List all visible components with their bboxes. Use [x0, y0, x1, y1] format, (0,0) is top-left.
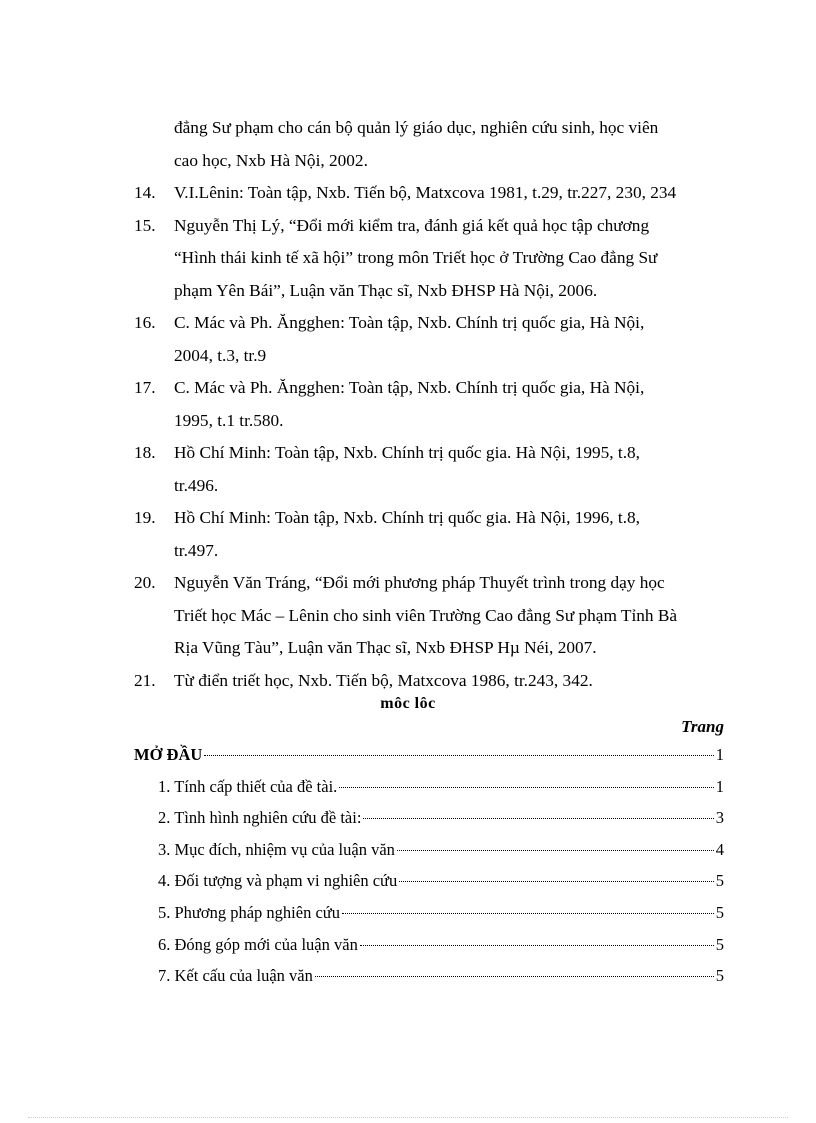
reference-number: 19. — [134, 508, 156, 527]
reference-text: Hồ Chí Minh: Toàn tập, Nxb. Chính trị quốc gia. Hà Nội, 1995, t.8, — [174, 443, 640, 462]
reference-continuation-line — [134, 470, 724, 503]
page-bottom-divider — [28, 1117, 788, 1118]
toc-entry-1[interactable] — [134, 777, 724, 809]
table-of-contents — [134, 745, 724, 998]
reference-item-15 — [134, 210, 724, 243]
toc-entry-2[interactable] — [134, 808, 724, 840]
toc-dot-leader — [204, 755, 713, 756]
toc-entry-page: 5 — [715, 902, 724, 922]
toc-entry-page: 5 — [715, 934, 724, 954]
toc-entry-page: 5 — [715, 871, 724, 891]
toc-entry-3[interactable] — [134, 840, 724, 872]
reference-text: 1995, t.1 tr.580. — [174, 410, 284, 430]
reference-item-17 — [134, 372, 724, 405]
toc-dot-leader — [342, 913, 714, 914]
toc-entry-label: 5. Phương pháp nghiên cứu — [158, 902, 340, 922]
reference-number: 16. — [134, 313, 156, 332]
reference-list — [134, 112, 724, 697]
reference-continuation-line — [134, 405, 724, 438]
reference-text: Từ điển triết học, Nxb. Tiến bộ, Matxcova 1986, tr.243, 342. — [174, 670, 593, 690]
reference-text: Rịa Vũng Tàu”, Luận văn Thạc sĩ, Nxb ĐHSP Hµ Néi, 2007. — [174, 638, 597, 657]
reference-continuation-line — [134, 340, 724, 373]
reference-text: C. Mác và Ph. Ăngghen: Toàn tập, Nxb. Chính trị quốc gia, Hà Nội, — [174, 313, 645, 332]
reference-continuation-line — [134, 112, 724, 145]
reference-continuation-line — [134, 242, 724, 275]
reference-item-19 — [134, 502, 724, 535]
reference-continuation-line — [134, 535, 724, 568]
toc-dot-leader — [339, 787, 713, 788]
reference-number: 17. — [134, 378, 156, 397]
reference-item-16 — [134, 307, 724, 340]
toc-dot-leader — [315, 976, 714, 977]
reference-text: V.I.Lênin: Toàn tập, Nxb. Tiến bộ, Matxcova 1981, t.29, tr.227, 230, 234 — [174, 183, 677, 202]
reference-number: 15. — [134, 215, 156, 235]
reference-text: Nguyễn Văn Tráng, “Đổi mới phương pháp Thuyết trình trong dạy học — [174, 573, 665, 592]
toc-entry-label: 1. Tính cấp thiết của đề tài. — [158, 776, 338, 796]
reference-text: đẳng Sư phạm cho cán bộ quản lý giáo dục, nghiên cứu sinh, học viên — [174, 118, 659, 137]
reference-item-20 — [134, 567, 724, 600]
reference-text: cao học, Nxb Hà Nội, 2002. — [174, 150, 368, 170]
toc-dot-leader — [399, 881, 714, 882]
reference-text: Nguyễn Thị Lý, “Đổi mới kiểm tra, đánh giá kết quả học tập chương — [174, 215, 650, 235]
toc-entry-label: MỞ ĐẦU — [134, 745, 203, 764]
reference-number: 14. — [134, 183, 156, 202]
toc-entry-page: 1 — [715, 776, 724, 796]
reference-text: 2004, t.3, tr.9 — [174, 345, 267, 365]
toc-dot-leader — [397, 850, 714, 851]
reference-text: tr.496. — [174, 475, 219, 495]
reference-item-14 — [134, 177, 724, 210]
reference-continuation-line — [134, 275, 724, 308]
reference-item-18 — [134, 437, 724, 470]
toc-entry-7[interactable] — [134, 966, 724, 998]
reference-text: “Hình thái kinh tế xã hội” trong môn Triết học ở Trường Cao đẳng Sư — [174, 248, 658, 267]
reference-continuation-line — [134, 145, 724, 178]
toc-entry-page: 5 — [715, 966, 724, 986]
toc-dot-leader — [363, 818, 713, 819]
reference-number: 20. — [134, 573, 156, 592]
reference-text: tr.497. — [174, 540, 219, 560]
toc-entry-page: 4 — [715, 839, 724, 859]
toc-entry-label: 7. Kết cấu của luận văn — [158, 966, 313, 986]
toc-entry-6[interactable] — [134, 935, 724, 967]
toc-entry-page: 1 — [715, 745, 724, 764]
toc-entry-label: 6. Đóng góp mới của luận văn — [158, 934, 358, 954]
toc-entry-5[interactable] — [134, 903, 724, 935]
reference-number: 21. — [134, 670, 156, 690]
toc-entry-label: 4. Đối tượng và phạm vi nghiên cứu — [158, 871, 398, 891]
reference-number: 18. — [134, 443, 156, 462]
reference-continuation-line — [134, 600, 724, 633]
toc-entry-label: 2. Tình hình nghiên cứu đề tài: — [158, 808, 362, 828]
toc-entry-label: 3. Mục đích, nhiệm vụ của luận văn — [158, 839, 395, 859]
reference-text: C. Mác và Ph. Ăngghen: Toàn tập, Nxb. Chính trị quốc gia, Hà Nội, — [174, 378, 645, 397]
toc-entry-4[interactable] — [134, 871, 724, 903]
toc-page-label: Trang — [681, 717, 724, 736]
toc-entry-page: 3 — [715, 808, 724, 828]
reference-text: Triết học Mác – Lênin cho sinh viên Trường Cao đẳng Sư phạm Tỉnh Bà — [174, 605, 678, 625]
reference-text: Hồ Chí Minh: Toàn tập, Nxb. Chính trị quốc gia. Hà Nội, 1996, t.8, — [174, 508, 640, 527]
reference-item-21 — [134, 665, 724, 698]
toc-title: môc lôc — [380, 695, 436, 712]
reference-continuation-line — [134, 632, 724, 665]
reference-text: phạm Yên Bái”, Luận văn Thạc sĩ, Nxb ĐHSP Hà Nội, 2006. — [174, 280, 598, 300]
toc-entry-introduction[interactable] — [134, 745, 724, 777]
toc-dot-leader — [360, 945, 714, 946]
